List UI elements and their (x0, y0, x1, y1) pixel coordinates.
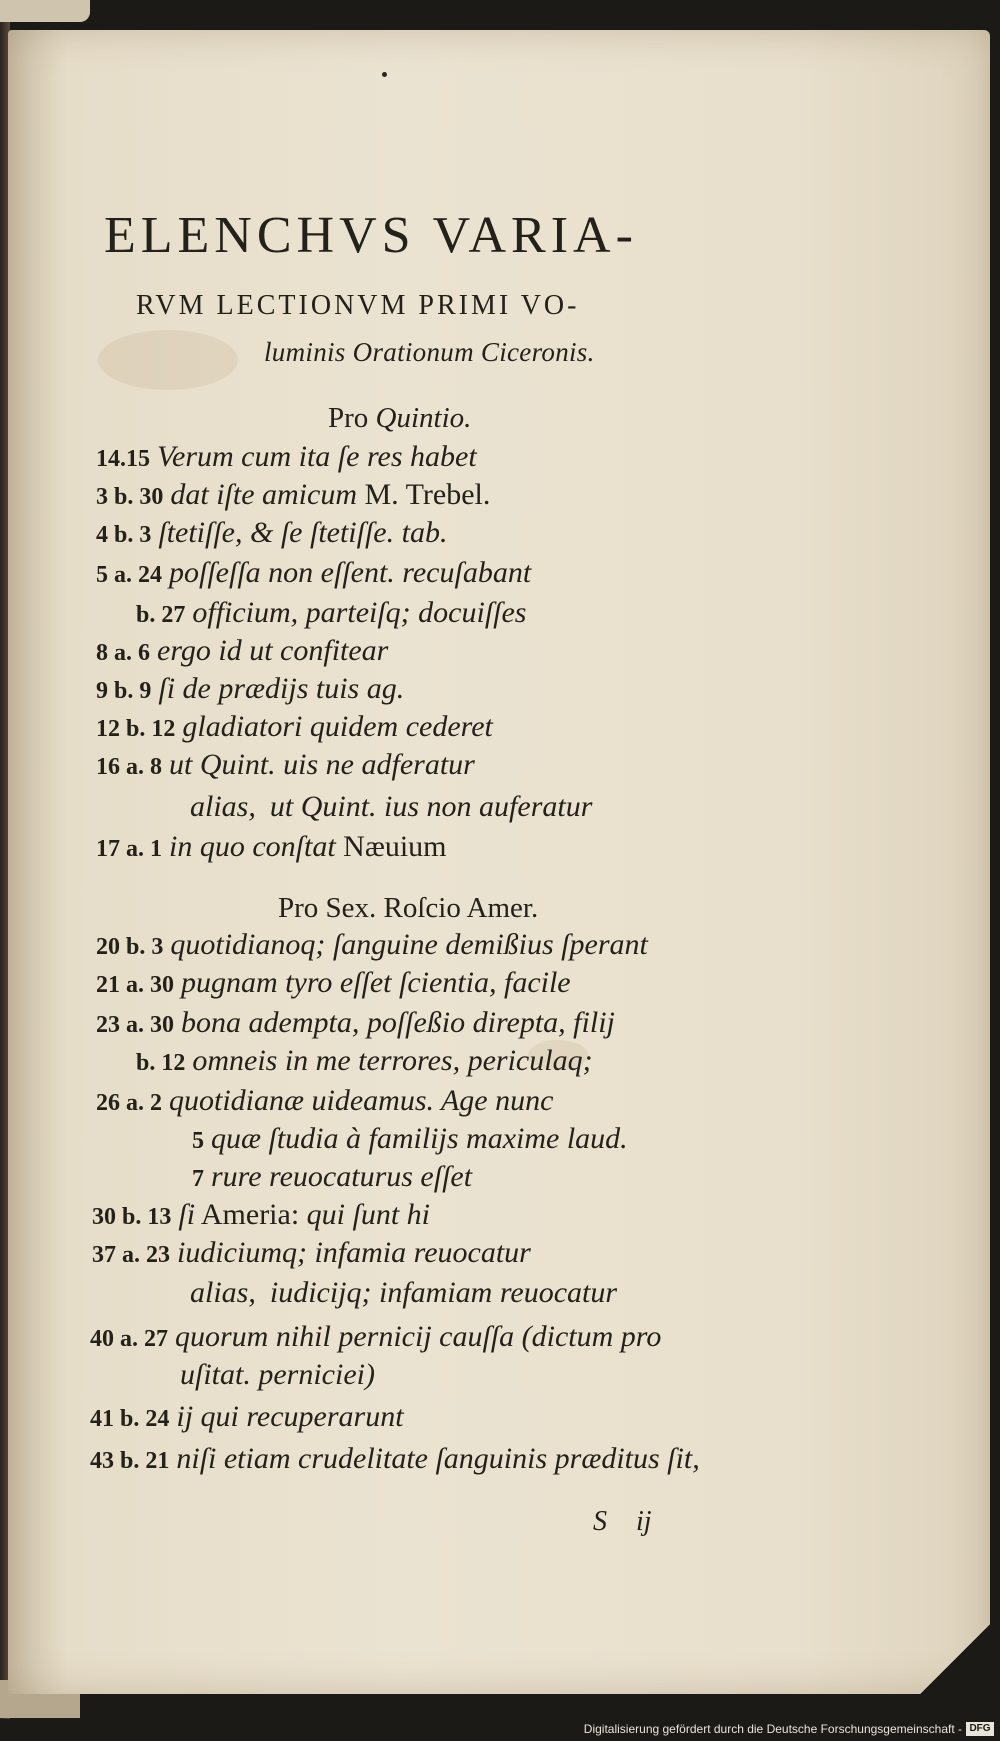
entry-text: poſſeſſa non eſſent. recuſabant (169, 556, 532, 589)
entry-ref: 5 (192, 1128, 204, 1154)
list-item (136, 596, 526, 630)
heading-line-1: ELENCHVS VARIA- (104, 207, 638, 264)
entry-text: iudiciumq; infamia reuocatur (177, 1236, 531, 1269)
list-item (96, 478, 490, 512)
entry-ref: 41 b. 24 (90, 1406, 170, 1432)
entry-text: ſi de prædijs tuis ag. (158, 672, 405, 705)
list-item (92, 1236, 531, 1270)
entry-text: niſi etiam crudelitate ſanguinis præditus ſit, (176, 1442, 700, 1475)
list-item (136, 1044, 593, 1078)
entry-text: gladiatori quidem cederet (182, 710, 493, 743)
list-item (96, 672, 404, 706)
entry-text: pugnam tyro eſſet ſcientia, facile (181, 966, 571, 999)
entry-text: dat iſte amicum (170, 478, 357, 511)
digitization-credit: Digitalisierung gefördert durch die Deutsche Forschungsgemeinschaft - (583, 1722, 962, 1736)
entry-ref: 12 b. 12 (96, 716, 176, 742)
entry-text: ergo id ut confitear (157, 634, 389, 667)
list-item (92, 1198, 430, 1232)
paper-stain (98, 330, 238, 390)
list-item (190, 1276, 617, 1310)
entry-text: Verum cum ita ſe res habet (157, 440, 477, 473)
entry-ref: 5 a. 24 (96, 562, 162, 588)
list-item (96, 966, 571, 1000)
entry-ref: 37 a. 23 (92, 1242, 170, 1268)
entry-text: ſtetiſſe, & ſe ſtetiſſe. tab. (158, 516, 448, 549)
entry-text: iudicijq; infamiam reuocatur (269, 1276, 618, 1309)
entry-ref: 14.15 (96, 446, 150, 472)
entry-ref: 20 b. 3 (96, 934, 164, 960)
list-item (96, 440, 477, 474)
signature-mark: S ij (593, 1506, 652, 1537)
entry-text: officium, parteiſq; docuiſſes (192, 596, 527, 629)
entry-text: omneis in me terrores, periculaq; (192, 1044, 593, 1077)
section-title-pre: Pro (328, 402, 376, 434)
heading-line-2: RVM LECTIONVM PRIMI VO- (136, 290, 580, 321)
entry-text: quotidianæ uideamus. Age nunc (169, 1084, 554, 1117)
cover-board-top (0, 0, 90, 22)
entry-ref: b. 12 (136, 1050, 186, 1076)
entry-ref: 17 a. 1 (96, 836, 162, 862)
entry-text-roman: Næuium (335, 830, 447, 863)
entry-ref: 7 (192, 1166, 204, 1192)
entry-text-roman: Ameria: (195, 1198, 300, 1231)
entry-ref: 3 b. 30 (96, 484, 164, 510)
list-item (96, 1006, 615, 1040)
entry-text: quotidianoq; ſanguine demißius ſperant (170, 928, 648, 961)
ink-dot (382, 72, 387, 77)
list-item (192, 1160, 472, 1194)
entry-text: bona adempta, poſſeßio direpta, filij (181, 1006, 615, 1039)
list-item (96, 556, 531, 590)
list-item (96, 1084, 553, 1118)
entry-ref: 9 b. 9 (96, 678, 152, 704)
list-item (190, 790, 592, 824)
entry-text: in quo conſtat (169, 830, 336, 863)
heading-line-3: luminis Orationum Ciceronis. (264, 337, 595, 367)
entry-text: ij qui recuperarunt (176, 1400, 404, 1433)
list-item (96, 634, 388, 668)
entry-text: ſi (178, 1198, 196, 1231)
entry-ref: alias, (190, 1276, 256, 1309)
entry-text: rure reuocaturus eſſet (211, 1160, 473, 1193)
list-item (192, 1122, 628, 1156)
entry-text-roman: M. Trebel. (357, 478, 491, 511)
list-item (96, 830, 447, 864)
entry-ref: 21 a. 30 (96, 972, 174, 998)
section-title-name: Quintio. (375, 402, 472, 434)
entry-ref: b. 27 (136, 602, 186, 628)
page-corner (920, 1624, 990, 1694)
entry-ref: 16 a. 8 (96, 754, 162, 780)
book-page (8, 30, 990, 1694)
entry-ref: 26 a. 2 (96, 1090, 162, 1116)
entry-ref: 23 a. 30 (96, 1012, 174, 1038)
entry-text: quorum nihil pernicij cauſſa (dictum pro (175, 1320, 662, 1353)
entry-text: quæ ſtudia à familijs maxime laud. (211, 1122, 628, 1155)
entry-ref: 8 a. 6 (96, 640, 150, 666)
list-item (90, 1320, 661, 1354)
list-item (96, 710, 493, 744)
list-item (90, 1442, 700, 1476)
entry-ref: 30 b. 13 (92, 1204, 172, 1230)
list-item (180, 1358, 375, 1392)
entry-text-after: qui ſunt hi (299, 1198, 431, 1231)
section-title-pro-quintio (328, 402, 471, 435)
entry-text: ut Quint. ius non auferatur (269, 790, 593, 823)
list-item (96, 748, 475, 782)
entry-ref: 4 b. 3 (96, 522, 152, 548)
entry-ref: 43 b. 21 (90, 1448, 170, 1474)
list-item (90, 1400, 404, 1434)
dfg-logo-icon: DFG (966, 1722, 994, 1736)
list-item (96, 516, 447, 550)
entry-ref: alias, (190, 790, 256, 823)
list-item (96, 928, 648, 962)
entry-text: ut Quint. uis ne adferatur (169, 748, 475, 781)
entry-text: uſitat. perniciei) (180, 1358, 375, 1391)
section-title-pre: Pro Sex. Roſcio Amer. (278, 892, 539, 924)
section-title-pro-roscio (278, 892, 538, 925)
entry-ref: 40 a. 27 (90, 1326, 168, 1352)
